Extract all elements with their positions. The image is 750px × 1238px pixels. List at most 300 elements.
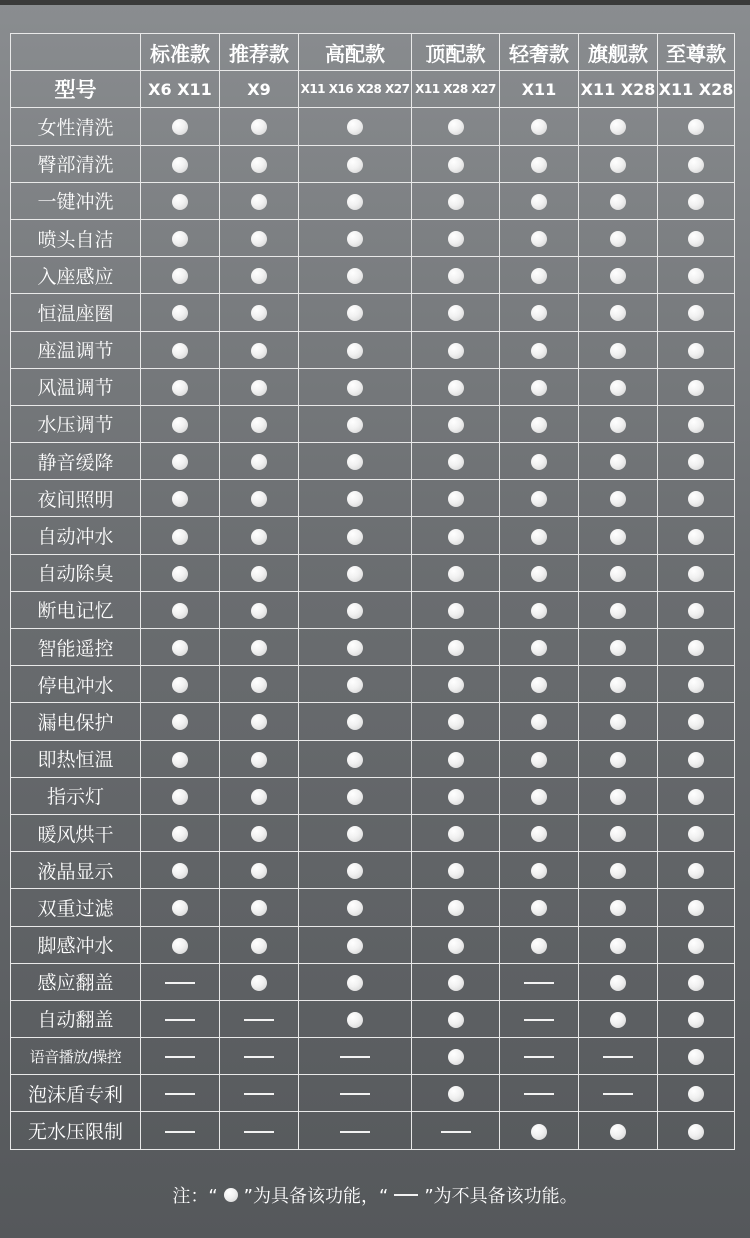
feature-row xyxy=(11,443,735,480)
feature-cell xyxy=(141,517,220,554)
available-dot-icon xyxy=(172,863,188,879)
available-dot-icon xyxy=(448,1049,464,1065)
feature-name: 静音缓降 xyxy=(11,443,141,480)
feature-cell xyxy=(141,145,220,182)
unavailable-dash-icon xyxy=(244,1056,274,1058)
available-dot-icon xyxy=(448,975,464,991)
feature-name: 女性清洗 xyxy=(11,108,141,145)
available-dot-icon xyxy=(688,343,704,359)
available-dot-icon xyxy=(610,268,626,284)
available-dot-icon xyxy=(448,900,464,916)
feature-cell xyxy=(658,963,735,1000)
feature-cell xyxy=(141,740,220,777)
feature-cell xyxy=(579,257,658,294)
feature-cell xyxy=(412,554,500,591)
feature-name: 即热恒温 xyxy=(11,740,141,777)
feature-cell xyxy=(412,1112,500,1149)
available-dot-icon xyxy=(347,826,363,842)
feature-row xyxy=(11,480,735,517)
feature-cell xyxy=(141,629,220,666)
available-dot-icon xyxy=(347,380,363,396)
unavailable-dash-icon xyxy=(603,1056,633,1058)
available-dot-icon xyxy=(610,1124,626,1140)
feature-cell xyxy=(220,629,299,666)
feature-row xyxy=(11,703,735,740)
feature-row xyxy=(11,1112,735,1149)
feature-cell xyxy=(299,554,412,591)
tier-header: 推荐款 xyxy=(220,34,299,71)
available-dot-icon xyxy=(610,1012,626,1028)
available-dot-icon xyxy=(531,863,547,879)
feature-name: 泡沫盾专利 xyxy=(11,1075,141,1112)
feature-cell xyxy=(579,963,658,1000)
feature-cell xyxy=(141,1075,220,1112)
available-dot-icon xyxy=(688,1049,704,1065)
available-dot-icon xyxy=(347,863,363,879)
available-dot-icon xyxy=(251,529,267,545)
feature-cell xyxy=(299,629,412,666)
feature-cell xyxy=(220,219,299,256)
available-dot-icon xyxy=(172,826,188,842)
feature-cell xyxy=(141,926,220,963)
feature-cell xyxy=(299,219,412,256)
feature-cell xyxy=(141,108,220,145)
unavailable-dash-icon xyxy=(524,1056,554,1058)
available-dot-icon xyxy=(610,752,626,768)
legend-note xyxy=(0,1182,750,1208)
available-dot-icon xyxy=(347,454,363,470)
feature-name: 智能遥控 xyxy=(11,629,141,666)
feature-cell xyxy=(220,777,299,814)
available-dot-icon xyxy=(531,752,547,768)
available-dot-icon xyxy=(172,380,188,396)
available-dot-icon xyxy=(172,640,188,656)
available-dot-icon xyxy=(172,603,188,619)
feature-cell xyxy=(658,294,735,331)
unavailable-dash-icon xyxy=(394,1194,418,1196)
feature-cell xyxy=(579,145,658,182)
feature-cell xyxy=(412,219,500,256)
feature-cell xyxy=(220,926,299,963)
available-dot-icon xyxy=(610,343,626,359)
available-dot-icon xyxy=(347,343,363,359)
feature-row xyxy=(11,889,735,926)
available-dot-icon xyxy=(688,529,704,545)
feature-name: 语音播放/操控 xyxy=(11,1038,141,1075)
available-dot-icon xyxy=(531,119,547,135)
feature-row xyxy=(11,405,735,442)
feature-cell xyxy=(412,108,500,145)
available-dot-icon xyxy=(172,529,188,545)
feature-cell xyxy=(579,182,658,219)
available-dot-icon xyxy=(531,343,547,359)
available-dot-icon xyxy=(251,677,267,693)
feature-cell xyxy=(500,852,579,889)
available-dot-icon xyxy=(448,157,464,173)
available-dot-icon xyxy=(531,603,547,619)
feature-cell xyxy=(500,405,579,442)
available-dot-icon xyxy=(688,900,704,916)
feature-comparison-table xyxy=(10,33,735,1150)
feature-name: 漏电保护 xyxy=(11,703,141,740)
available-dot-icon xyxy=(172,343,188,359)
available-dot-icon xyxy=(688,194,704,210)
feature-cell xyxy=(579,480,658,517)
feature-cell xyxy=(299,1038,412,1075)
feature-name: 脚感冲水 xyxy=(11,926,141,963)
available-dot-icon xyxy=(688,863,704,879)
feature-cell xyxy=(658,889,735,926)
available-dot-icon xyxy=(531,305,547,321)
feature-cell xyxy=(220,814,299,851)
feature-cell xyxy=(299,480,412,517)
available-dot-icon xyxy=(531,231,547,247)
feature-cell xyxy=(141,480,220,517)
feature-cell xyxy=(299,517,412,554)
feature-cell xyxy=(500,1038,579,1075)
feature-row xyxy=(11,219,735,256)
feature-cell xyxy=(579,926,658,963)
available-dot-icon xyxy=(347,789,363,805)
feature-cell xyxy=(299,926,412,963)
available-dot-icon xyxy=(448,826,464,842)
feature-cell xyxy=(658,629,735,666)
unavailable-dash-icon xyxy=(165,1131,195,1133)
feature-cell xyxy=(579,740,658,777)
feature-cell xyxy=(220,740,299,777)
tier-header: 标准款 xyxy=(141,34,220,71)
feature-cell xyxy=(220,405,299,442)
feature-cell xyxy=(500,666,579,703)
feature-cell xyxy=(658,852,735,889)
feature-row xyxy=(11,554,735,591)
feature-cell xyxy=(299,145,412,182)
note-prefix: 注：“ xyxy=(172,1186,218,1207)
feature-row xyxy=(11,963,735,1000)
feature-cell xyxy=(412,405,500,442)
available-dot-icon xyxy=(448,417,464,433)
feature-cell xyxy=(579,331,658,368)
model-cell: X11 X28 xyxy=(579,71,658,108)
feature-row xyxy=(11,294,735,331)
feature-cell xyxy=(141,1000,220,1037)
available-dot-icon xyxy=(688,1086,704,1102)
available-dot-icon xyxy=(251,491,267,507)
available-dot-icon xyxy=(610,194,626,210)
feature-cell xyxy=(299,703,412,740)
available-dot-icon xyxy=(610,231,626,247)
unavailable-dash-icon xyxy=(165,1093,195,1095)
available-dot-icon xyxy=(172,491,188,507)
feature-cell xyxy=(299,443,412,480)
feature-cell xyxy=(500,1112,579,1149)
feature-cell xyxy=(220,331,299,368)
available-dot-icon xyxy=(448,566,464,582)
available-dot-icon xyxy=(172,677,188,693)
feature-cell xyxy=(299,405,412,442)
feature-cell xyxy=(141,554,220,591)
feature-cell xyxy=(299,294,412,331)
unavailable-dash-icon xyxy=(165,1019,195,1021)
feature-cell xyxy=(658,777,735,814)
feature-cell xyxy=(658,219,735,256)
available-dot-icon xyxy=(688,938,704,954)
feature-cell xyxy=(141,443,220,480)
feature-cell xyxy=(500,1075,579,1112)
available-dot-icon xyxy=(172,231,188,247)
available-dot-icon xyxy=(251,975,267,991)
feature-cell xyxy=(412,889,500,926)
available-dot-icon xyxy=(347,529,363,545)
feature-cell xyxy=(579,1038,658,1075)
model-label: 型号 xyxy=(11,71,141,108)
feature-cell xyxy=(220,554,299,591)
feature-cell xyxy=(220,963,299,1000)
feature-cell xyxy=(412,740,500,777)
available-dot-icon xyxy=(251,900,267,916)
feature-row xyxy=(11,368,735,405)
feature-cell xyxy=(500,554,579,591)
feature-cell xyxy=(412,257,500,294)
available-dot-icon xyxy=(610,938,626,954)
feature-cell xyxy=(500,629,579,666)
feature-cell xyxy=(299,666,412,703)
feature-row xyxy=(11,182,735,219)
feature-name: 自动冲水 xyxy=(11,517,141,554)
feature-cell xyxy=(299,257,412,294)
feature-cell xyxy=(141,889,220,926)
available-dot-icon xyxy=(610,603,626,619)
model-cell: X11 X28 X27 xyxy=(412,71,500,108)
available-dot-icon xyxy=(251,194,267,210)
available-dot-icon xyxy=(531,789,547,805)
feature-row xyxy=(11,145,735,182)
feature-name: 喷头自洁 xyxy=(11,219,141,256)
feature-row xyxy=(11,108,735,145)
available-dot-icon xyxy=(347,566,363,582)
feature-cell xyxy=(141,182,220,219)
feature-cell xyxy=(500,926,579,963)
available-dot-icon xyxy=(688,417,704,433)
feature-cell xyxy=(412,591,500,628)
feature-row xyxy=(11,926,735,963)
feature-name: 自动翻盖 xyxy=(11,1000,141,1037)
available-dot-icon xyxy=(531,826,547,842)
feature-cell xyxy=(299,963,412,1000)
feature-cell xyxy=(412,777,500,814)
available-dot-icon xyxy=(448,714,464,730)
feature-cell xyxy=(658,666,735,703)
available-dot-icon xyxy=(688,640,704,656)
feature-name: 停电冲水 xyxy=(11,666,141,703)
available-dot-icon xyxy=(610,454,626,470)
feature-cell xyxy=(141,963,220,1000)
available-dot-icon xyxy=(610,863,626,879)
available-dot-icon xyxy=(688,491,704,507)
feature-cell xyxy=(658,703,735,740)
available-dot-icon xyxy=(172,454,188,470)
feature-cell xyxy=(220,257,299,294)
corner-cell xyxy=(11,34,141,71)
feature-row xyxy=(11,331,735,368)
unavailable-dash-icon xyxy=(340,1056,370,1058)
available-dot-icon xyxy=(448,268,464,284)
feature-cell xyxy=(500,703,579,740)
feature-cell xyxy=(141,219,220,256)
tier-header-row xyxy=(11,34,735,71)
feature-name: 无水压限制 xyxy=(11,1112,141,1149)
tier-header: 高配款 xyxy=(299,34,412,71)
feature-cell xyxy=(412,926,500,963)
available-dot-icon xyxy=(531,640,547,656)
feature-name: 指示灯 xyxy=(11,777,141,814)
model-cell: X11 X28 xyxy=(658,71,735,108)
feature-row xyxy=(11,629,735,666)
available-dot-icon xyxy=(172,194,188,210)
feature-cell xyxy=(579,666,658,703)
available-dot-icon xyxy=(347,231,363,247)
feature-cell xyxy=(579,219,658,256)
available-dot-icon xyxy=(347,119,363,135)
feature-cell xyxy=(412,703,500,740)
available-dot-icon xyxy=(688,677,704,693)
feature-cell xyxy=(220,1112,299,1149)
feature-row xyxy=(11,666,735,703)
feature-cell xyxy=(500,889,579,926)
feature-cell xyxy=(412,331,500,368)
available-dot-icon xyxy=(251,305,267,321)
available-dot-icon xyxy=(531,157,547,173)
available-dot-icon xyxy=(610,789,626,805)
feature-name: 自动除臭 xyxy=(11,554,141,591)
model-cell: X9 xyxy=(220,71,299,108)
feature-cell xyxy=(500,777,579,814)
available-dot-icon xyxy=(172,305,188,321)
feature-cell xyxy=(579,517,658,554)
feature-cell xyxy=(141,368,220,405)
feature-cell xyxy=(500,480,579,517)
feature-cell xyxy=(220,703,299,740)
available-dot-icon xyxy=(251,417,267,433)
available-dot-icon xyxy=(172,417,188,433)
available-dot-icon xyxy=(448,640,464,656)
available-dot-icon xyxy=(610,529,626,545)
available-dot-icon xyxy=(531,714,547,730)
available-dot-icon xyxy=(251,566,267,582)
available-dot-icon xyxy=(448,119,464,135)
available-dot-icon xyxy=(688,231,704,247)
feature-row xyxy=(11,257,735,294)
note-suffix: ”为不具备该功能。 xyxy=(424,1186,578,1207)
feature-cell xyxy=(220,443,299,480)
available-dot-icon xyxy=(688,789,704,805)
available-dot-icon xyxy=(251,157,267,173)
feature-cell xyxy=(500,257,579,294)
available-dot-icon xyxy=(251,380,267,396)
available-dot-icon xyxy=(448,305,464,321)
feature-cell xyxy=(141,814,220,851)
available-dot-icon xyxy=(448,603,464,619)
feature-row xyxy=(11,852,735,889)
unavailable-dash-icon xyxy=(441,1131,471,1133)
feature-cell xyxy=(500,591,579,628)
model-row xyxy=(11,71,735,108)
unavailable-dash-icon xyxy=(244,1019,274,1021)
feature-cell xyxy=(579,777,658,814)
feature-cell xyxy=(658,926,735,963)
feature-cell xyxy=(299,852,412,889)
available-dot-icon xyxy=(347,900,363,916)
available-dot-icon xyxy=(448,194,464,210)
available-dot-icon xyxy=(610,119,626,135)
feature-cell xyxy=(299,1075,412,1112)
available-dot-icon xyxy=(172,714,188,730)
feature-cell xyxy=(220,1075,299,1112)
available-dot-icon xyxy=(610,826,626,842)
unavailable-dash-icon xyxy=(524,1019,554,1021)
feature-row xyxy=(11,740,735,777)
feature-cell xyxy=(299,1112,412,1149)
available-dot-icon xyxy=(531,1124,547,1140)
available-dot-icon xyxy=(347,714,363,730)
feature-cell xyxy=(658,517,735,554)
feature-cell xyxy=(141,405,220,442)
available-dot-icon xyxy=(531,380,547,396)
feature-cell xyxy=(500,108,579,145)
unavailable-dash-icon xyxy=(340,1093,370,1095)
feature-cell xyxy=(500,1000,579,1037)
available-dot-icon xyxy=(224,1188,238,1202)
note-middle: ”为具备该功能，“ xyxy=(243,1186,389,1207)
available-dot-icon xyxy=(448,380,464,396)
feature-name: 夜间照明 xyxy=(11,480,141,517)
feature-cell xyxy=(579,554,658,591)
feature-cell xyxy=(500,740,579,777)
available-dot-icon xyxy=(448,938,464,954)
feature-cell xyxy=(220,108,299,145)
feature-cell xyxy=(299,182,412,219)
available-dot-icon xyxy=(448,1012,464,1028)
unavailable-dash-icon xyxy=(165,982,195,984)
available-dot-icon xyxy=(251,454,267,470)
available-dot-icon xyxy=(172,566,188,582)
feature-cell xyxy=(412,368,500,405)
feature-cell xyxy=(412,443,500,480)
feature-cell xyxy=(579,443,658,480)
feature-cell xyxy=(500,182,579,219)
available-dot-icon xyxy=(251,343,267,359)
feature-cell xyxy=(658,591,735,628)
feature-cell xyxy=(299,331,412,368)
feature-cell xyxy=(412,480,500,517)
available-dot-icon xyxy=(251,789,267,805)
available-dot-icon xyxy=(448,454,464,470)
available-dot-icon xyxy=(688,1124,704,1140)
available-dot-icon xyxy=(172,268,188,284)
available-dot-icon xyxy=(610,417,626,433)
feature-cell xyxy=(500,814,579,851)
feature-row xyxy=(11,777,735,814)
available-dot-icon xyxy=(610,380,626,396)
available-dot-icon xyxy=(448,1086,464,1102)
feature-row xyxy=(11,814,735,851)
feature-name: 水压调节 xyxy=(11,405,141,442)
feature-cell xyxy=(658,554,735,591)
feature-cell xyxy=(500,294,579,331)
available-dot-icon xyxy=(688,1012,704,1028)
feature-name: 暖风烘干 xyxy=(11,814,141,851)
feature-name: 入座感应 xyxy=(11,257,141,294)
